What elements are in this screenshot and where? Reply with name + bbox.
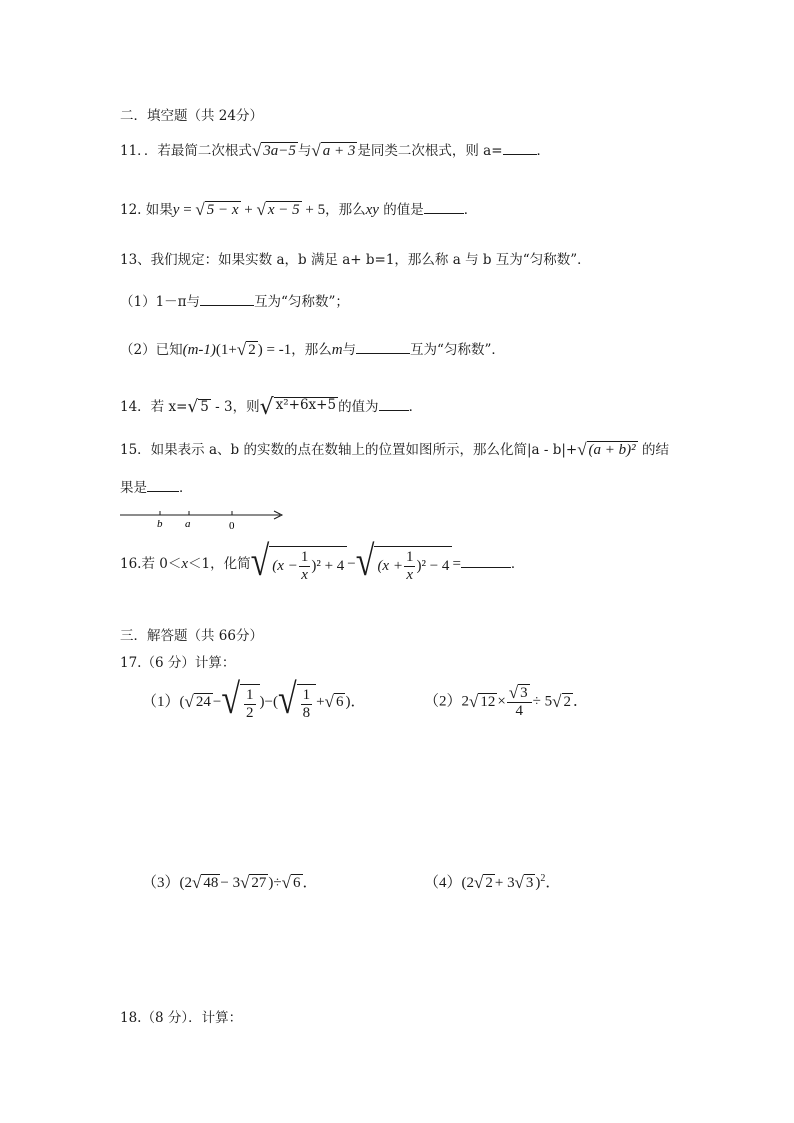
sqrt-x2-6x-5: √ x²+6x+5 — [259, 394, 337, 420]
paren-open: (2 — [461, 875, 475, 891]
paren-open: (2 — [179, 875, 193, 891]
q11-prefix: 11．．若最简二次根式 — [120, 143, 252, 159]
q13-2-eq: = -1 — [262, 342, 292, 358]
q13-1-prefix: （1）1－π与 — [120, 294, 201, 310]
q11-mid: 与 — [297, 143, 312, 159]
question-13-part-1 — [120, 290, 349, 310]
question-12 — [120, 198, 477, 220]
q13-2-mid2: 与 — [342, 342, 357, 358]
sqrt-a-plus-b-squared: √ (a + b)² — [577, 440, 636, 460]
q17-4-label: （4） — [424, 875, 462, 891]
minus-open: −( — [264, 693, 278, 710]
sqrt-expression-2: √ (x + $\frac{1}{x}$ ) ² − 4 — [356, 546, 453, 583]
q16-mid: ＜1，化简 — [188, 556, 251, 572]
q15-suffix: 的结 — [637, 442, 669, 458]
q14-prefix: 14．若 x= — [120, 399, 188, 415]
q16-end: ． — [510, 556, 525, 572]
q16-minus: − — [347, 556, 356, 572]
q13-2-prefix: （2）已知 — [120, 342, 183, 358]
question-16 — [120, 538, 525, 586]
section-3-heading: 三．解答题（共 66分） — [120, 628, 263, 644]
var-x: x — [181, 556, 189, 572]
q14-suffix: 的值为 — [338, 399, 379, 415]
q12-prefix: 12. 如果 — [120, 202, 173, 218]
q17-1-label: （1） — [142, 693, 180, 710]
paren-close: ) — [535, 875, 541, 891]
q14-tail: - 3，则 — [210, 399, 260, 415]
question-15-line-1 — [120, 438, 669, 460]
divide: ÷ 5 — [532, 693, 553, 710]
plus: + 3 — [494, 875, 515, 891]
label-zero: 0 — [229, 520, 235, 532]
sqrt-expression-1: √ (x − $\frac{1}{x}$ ) ² + 4 — [251, 546, 348, 583]
answer-blank[interactable] — [461, 567, 511, 568]
answer-blank[interactable] — [424, 213, 464, 214]
coef: 2 — [461, 693, 470, 710]
q13-2-suffix: 互为“匀称数”． — [410, 342, 505, 358]
question-13: 13、我们规定：如果实数 a，b 满足 a+ b=1，那么称 a 与 b 互为“匀称数”． — [120, 252, 591, 268]
q15-line2: 果是 — [120, 480, 147, 496]
sqrt-27: √ 27 — [240, 873, 267, 893]
section-2-heading: 二．填空题（共 24分） — [120, 108, 263, 124]
q15-prefix: 15．如果表示 a、b 的实数的点在数轴上的位置如图所示，那么化简|a - b|+ — [120, 442, 578, 458]
q17-3-end: ． — [302, 875, 318, 891]
sqrt-half: √ $\frac{1}{2}$ — [221, 684, 259, 721]
paren-close-divide: )÷ — [268, 875, 282, 891]
sqrt-6: √ 6 — [281, 873, 301, 893]
q11-suffix: 是同类二次根式，则 a= — [357, 143, 503, 159]
label-b: b — [157, 518, 163, 530]
sqrt-5-minus-x: √ 5 − x — [195, 200, 239, 220]
exponent-2: 2 — [540, 873, 546, 884]
question-17-part-4 — [424, 871, 560, 893]
q12-plus: + — [240, 202, 257, 218]
sqrt-6: √ 6 — [324, 692, 344, 712]
label-a: a — [185, 518, 191, 530]
q17-2-end: ． — [573, 693, 589, 710]
plus: + — [316, 693, 325, 710]
question-11 — [120, 139, 550, 161]
q17-2-label: （2） — [424, 693, 462, 710]
question-17-part-2 — [424, 684, 588, 720]
question-17-part-1 — [142, 676, 366, 724]
question-17-part-3 — [142, 871, 318, 893]
q13-1-suffix: 互为“匀称数”； — [254, 294, 349, 310]
expr-close: ) — [257, 342, 263, 358]
var-y: y — [172, 202, 180, 218]
sqrt-2: √ 2 — [552, 691, 571, 711]
sqrt-5: √ 5 — [187, 397, 209, 417]
q12-mid: ，那么 — [325, 202, 366, 218]
sqrt-2: √ 2 — [474, 873, 493, 893]
answer-blank[interactable] — [379, 410, 409, 411]
times: × — [497, 693, 506, 710]
q16-prefix: 16.若 0＜ — [120, 556, 182, 572]
minus: − 3 — [220, 875, 241, 891]
answer-blank[interactable] — [503, 154, 537, 155]
question-15-line-2 — [120, 476, 193, 496]
paren-close-end: )． — [345, 693, 366, 710]
sqrt-2: √ 2 — [236, 340, 256, 360]
answer-blank[interactable] — [200, 305, 254, 306]
question-17-title: 17.（6 分）计算： — [120, 655, 236, 671]
sqrt-eighth: √ $\frac{1}{8}$ — [278, 684, 316, 721]
sqrt-a-plus-3: √ a + 3 — [311, 141, 356, 161]
q12-suffix: 的值是 — [378, 202, 424, 218]
q12-eq: = — [179, 202, 196, 218]
q17-4-end: ． — [545, 875, 561, 891]
q17-3-label: （3） — [142, 875, 180, 891]
question-13-part-2 — [120, 338, 505, 360]
answer-blank[interactable] — [356, 353, 410, 354]
sqrt-24: √ 24 — [184, 692, 211, 712]
minus: − — [212, 693, 222, 710]
q16-eq: = — [452, 556, 461, 572]
sqrt-12: √ 12 — [469, 691, 496, 711]
q11-end: ． — [536, 143, 551, 159]
paren-open: ( — [179, 693, 185, 710]
number-line-figure — [118, 505, 288, 533]
paren-close: ) — [259, 693, 265, 710]
q13-2-mid: ，那么 — [291, 342, 332, 358]
question-14 — [120, 395, 422, 419]
var-m: m — [331, 342, 343, 358]
sqrt-x-minus-5: √ x − 5 — [256, 200, 300, 220]
fraction-sqrt3-over-4: √ 3 4 — [507, 684, 532, 720]
q14-end: ． — [408, 399, 423, 415]
var-xy: xy — [365, 202, 379, 218]
sqrt-3a-5: √ 3a−5 — [251, 141, 296, 161]
question-18-title: 18.（8 分）．计算： — [120, 1010, 243, 1026]
answer-blank[interactable] — [147, 491, 179, 492]
sqrt-3: √ 3 — [514, 873, 534, 893]
q15-end: ． — [179, 480, 193, 496]
expr-m-minus-1: (m-1) — [182, 342, 216, 358]
expr-open: (1+ — [215, 342, 237, 358]
sqrt-48: √ 48 — [192, 873, 219, 893]
q12-tail: + 5 — [301, 202, 326, 218]
q12-end: ． — [463, 202, 478, 218]
